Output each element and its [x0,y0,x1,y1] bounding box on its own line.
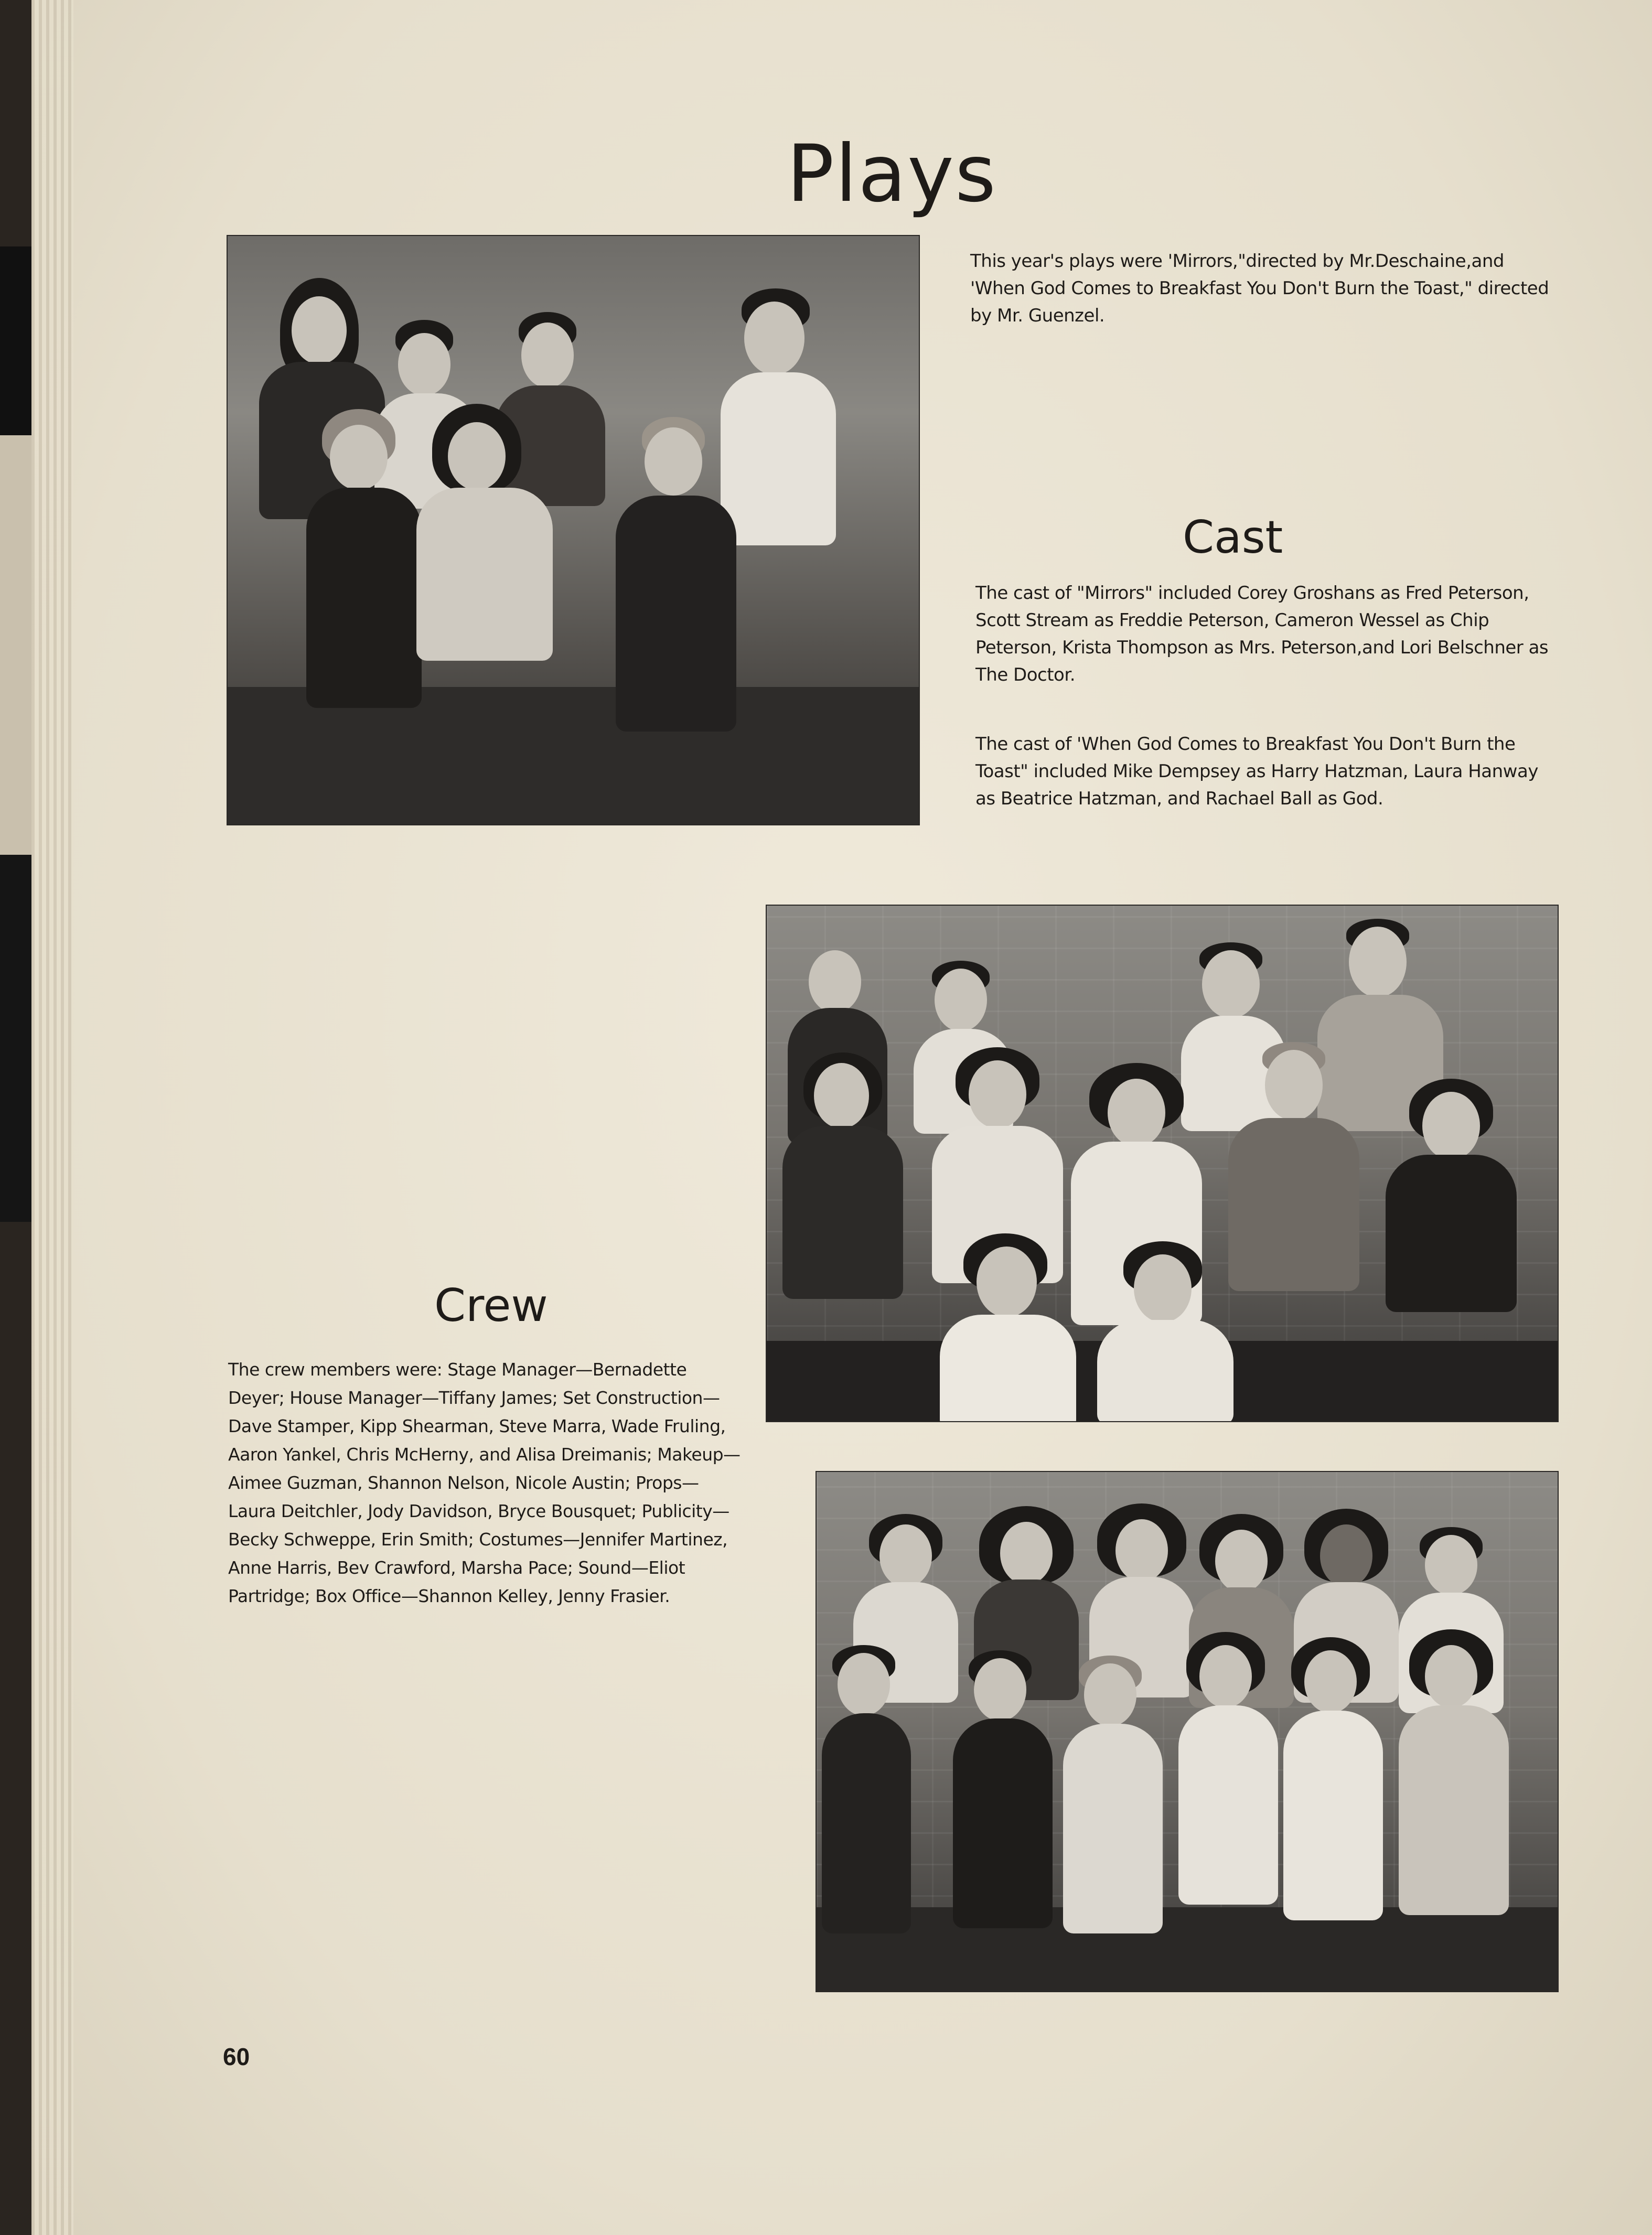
crew-members-text: The crew members were: Stage Manager—Bernadette Deyer; House Manager—Tiffany James; Set Construction—Dave Stamper, Kipp Shearman, Steve Marra, Wade Fruling, Aaron Yankel, Chris McHerny, and Alisa Dreimanis; Makeup—Aimee Guzman, Shannon Nelson, Nicole Austin; Props—Laura Deitchler, Jody Davidson, Bryce Bousquet; Publicity—Becky Schweppe, Erin Smith; Costumes—Jennifer Martinez, Anne Harris, Bev Crawford, Marsha Pace; Sound—Eliot Partridge; Box Office—Shannon Kelley, Jenny Frasier. [228,1359,741,1606]
page-number: 60 [223,2043,250,2070]
page-stack-edges [31,0,73,2235]
photo-mirrors-cast [227,235,920,825]
book-binding-edge [0,435,31,855]
cast-when-god-text: The cast of 'When God Comes to Breakfast You Don't Burn the Toast" included Mike Dempsey as Harry Hatzman, Laura Hanway as Beatrice Hatzman, and Rachael Ball as God. [975,734,1538,809]
book-binding-shadow-bottom [0,855,31,1222]
plays-intro-text: This year's plays were 'Mirrors,"directed by Mr.Deschaine,and 'When God Comes to Breakfast You Don't Burn the Toast," directed by Mr. Guenzel. [970,251,1549,326]
photo-crew-group [816,1471,1559,1992]
cast-heading: Cast [1183,511,1283,564]
cast-mirrors-text: The cast of "Mirrors" included Corey Groshans as Fred Peterson, Scott Stream as Freddie Peterson, Cameron Wessel as Chip Peterson, Krista Thompson as Mrs. Peterson,and Lori Belschner as The Doctor. [975,583,1549,685]
book-binding-shadow-top [0,246,31,435]
crew-heading: Crew [434,1280,548,1332]
photo-cast-group [766,905,1559,1422]
page-title: Plays [787,128,997,220]
